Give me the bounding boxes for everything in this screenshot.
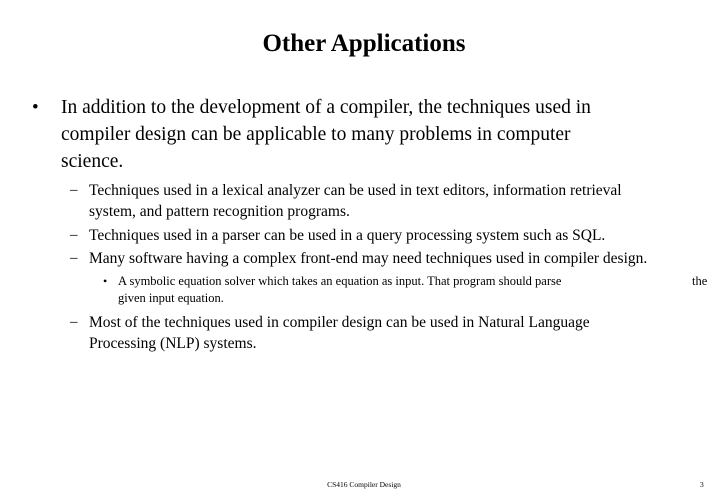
dash-bullet-icon: – xyxy=(70,182,78,198)
point-line: In addition to the development of a compiler, the techniques used in xyxy=(61,97,591,118)
sub-point-line: Most of the techniques used in compiler design can be used in Natural Language xyxy=(89,314,590,331)
dash-bullet-icon: – xyxy=(70,250,78,266)
sub-sub-point-tail: the xyxy=(692,274,708,288)
dash-bullet-icon: – xyxy=(70,227,78,243)
sub-point-line: Many software having a complex front-end may need techniques used in compiler design. xyxy=(89,250,648,267)
bullet-icon: • xyxy=(32,97,39,118)
slide-title: Other Applications xyxy=(262,30,466,57)
footer-course: CS416 Compiler Design xyxy=(327,480,401,489)
page-number: 3 xyxy=(700,480,704,489)
sub-point-line: Techniques used in a parser can be used in a query processing system such as SQL. xyxy=(89,227,606,244)
sub-point-line: Techniques used in a lexical analyzer can be used in text editors, information retrieval xyxy=(89,182,622,199)
point-line: compiler design can be applicable to many problems in computer xyxy=(61,124,571,145)
sub-sub-point-line: given input equation. xyxy=(118,291,224,305)
sub-sub-point-line: A symbolic equation solver which takes an equation as input. That program should parse xyxy=(118,274,562,288)
dash-bullet-icon: – xyxy=(70,314,78,330)
sub-point-line: system, and pattern recognition programs. xyxy=(89,203,350,220)
point-line: science. xyxy=(61,151,124,172)
sub-point-line: Processing (NLP) systems. xyxy=(89,335,257,352)
bullet-icon: • xyxy=(103,274,108,288)
